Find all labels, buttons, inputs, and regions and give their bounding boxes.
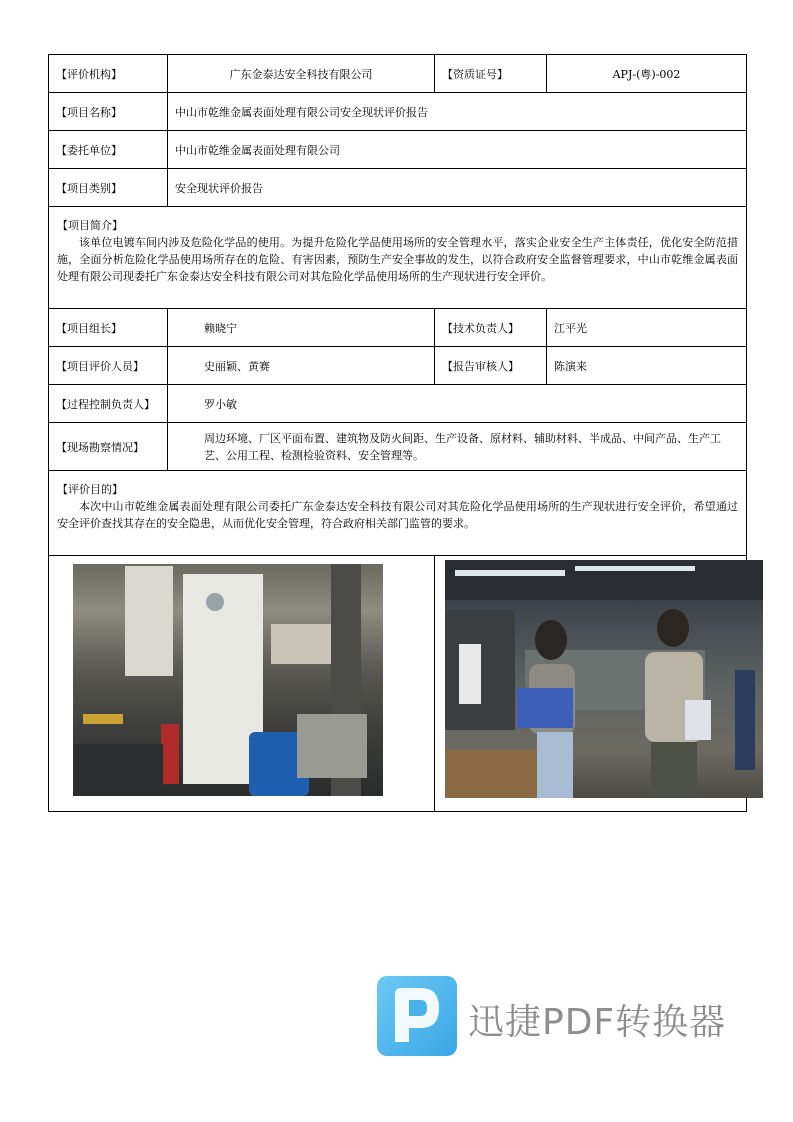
org-value: 广东金泰达安全科技有限公司 xyxy=(168,55,435,93)
evaluation-form xyxy=(48,54,746,812)
intro-text: 该单位电镀车间内涉及危险化学品的使用。为提升危险化学品使用场所的安全管理水平，落实企业安全生产主体责任，优化安全防范措施，全面分析危险化学品使用场所存在的危险、有害因素，预防生产安全事故的发生，以符合政府安全监督管理要求，中山市乾维金属表面处理有限公司现委托广东金泰达安全科技有限公司对其危险化学品使用场所的生产现状进行安全评价。 xyxy=(57,236,738,283)
cert-value: APJ-(粤)-002 xyxy=(547,55,747,93)
intro-section xyxy=(49,207,747,309)
site-photo-inspectors xyxy=(445,560,763,798)
photo-cell-right xyxy=(435,556,747,812)
site-photo-equipment xyxy=(73,564,383,796)
survey-value: 周边环境、厂区平面布置、建筑物及防火间距、生产设备、原材料、辅助材料、半成品、中间产品、生产工艺、公用工程、检测检验资料、安全管理等。 xyxy=(168,423,747,471)
process-label: 【过程控制负责人】 xyxy=(49,385,168,423)
leader-label: 【项目组长】 xyxy=(49,309,168,347)
evaluators-label: 【项目评价人员】 xyxy=(49,347,168,385)
tech-value: 江平光 xyxy=(547,309,747,347)
client-value: 中山市乾维金属表面处理有限公司 xyxy=(168,131,747,169)
purpose-text: 本次中山市乾维金属表面处理有限公司委托广东金泰达安全科技有限公司对其危险化学品使用场所的生产现状进行安全评价，希望通过安全评价查找其存在的安全隐患，从而优化安全管理，符合政府相关部门监管的要求。 xyxy=(57,500,738,530)
tech-label: 【技术负责人】 xyxy=(435,309,547,347)
project-name-value: 中山市乾维金属表面处理有限公司安全现状评价报告 xyxy=(168,93,747,131)
info-table xyxy=(48,54,747,812)
project-name-label: 【项目名称】 xyxy=(49,93,168,131)
reviewer-label: 【报告审核人】 xyxy=(435,347,547,385)
purpose-label: 【评价目的】 xyxy=(57,483,123,496)
pdf-logo-icon xyxy=(377,976,457,1056)
survey-label: 【现场勘察情况】 xyxy=(49,423,168,471)
photo-cell-left xyxy=(49,556,435,812)
category-label: 【项目类别】 xyxy=(49,169,168,207)
category-value: 安全现状评价报告 xyxy=(168,169,747,207)
watermark-text: 迅捷PDF转换器 xyxy=(468,1002,727,1043)
cert-label: 【资质证号】 xyxy=(435,55,547,93)
process-value: 罗小敏 xyxy=(168,385,747,423)
org-label: 【评价机构】 xyxy=(49,55,168,93)
evaluators-value: 史丽颖、黄赛 xyxy=(168,347,435,385)
client-label: 【委托单位】 xyxy=(49,131,168,169)
reviewer-value: 陈演来 xyxy=(547,347,747,385)
purpose-section xyxy=(49,471,747,556)
intro-label: 【项目简介】 xyxy=(57,219,123,232)
leader-value: 赖晓宁 xyxy=(168,309,435,347)
